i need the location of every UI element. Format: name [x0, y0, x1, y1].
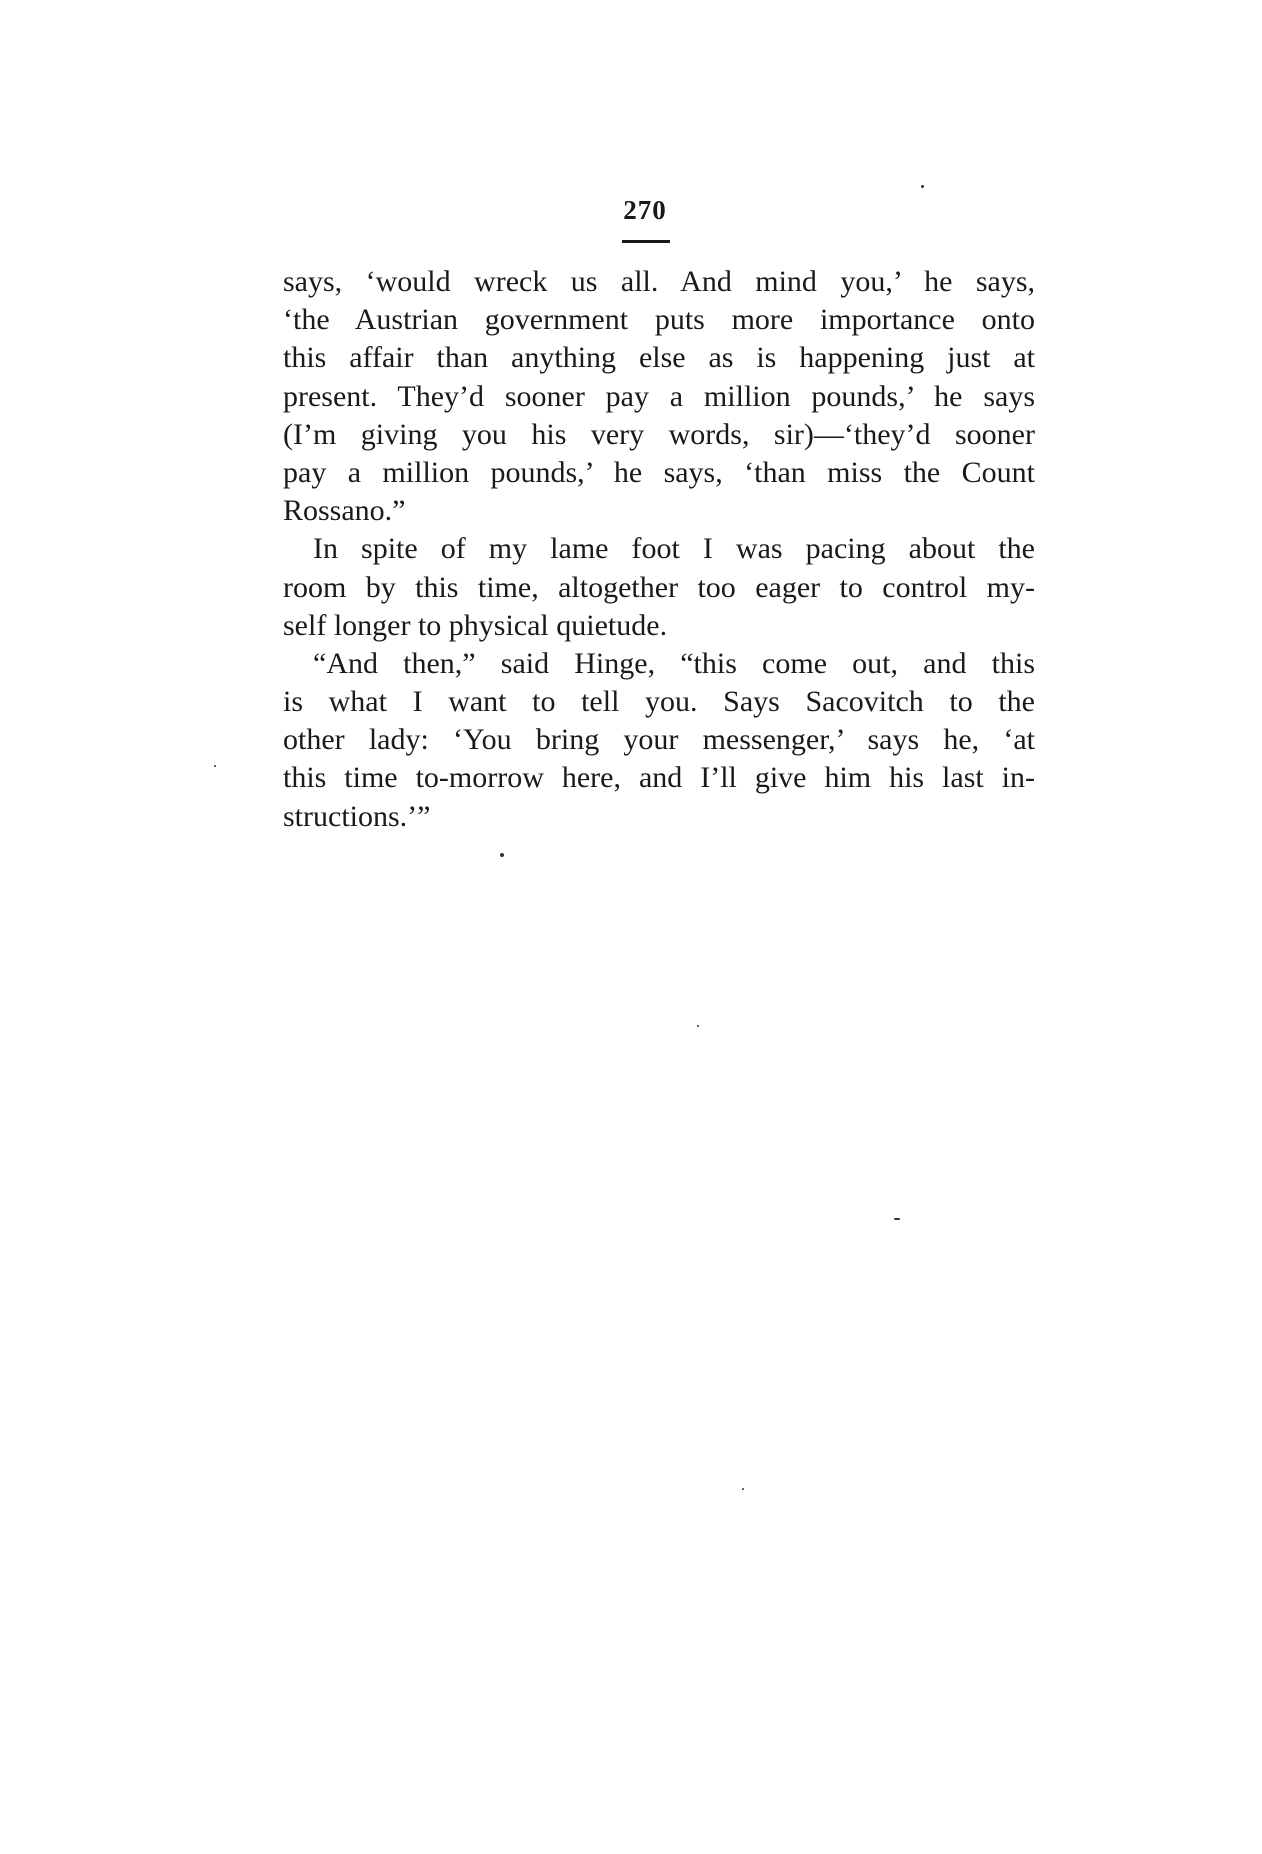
text-line: pay a million pounds,’ he says, ‘than miss the Count: [283, 455, 1035, 489]
text-line: other lady: ‘You bring your messenger,’ says he, ‘at: [283, 723, 1035, 757]
text-line: “And then,” said Hinge, “this come out, and this: [313, 646, 1035, 680]
scan-speck: [500, 853, 504, 857]
scan-speck: [894, 1218, 900, 1220]
text-line: this affair than anything else as is happening just at: [283, 341, 1035, 375]
text-line: (I’m giving you his very words, sir)—‘they’d sooner: [283, 417, 1035, 451]
text-line: present. They’d sooner pay a million pounds,’ he says: [283, 379, 1035, 413]
scan-speck: [214, 765, 216, 767]
text-line: this time to-morrow here, and I’ll give him his last in-: [283, 761, 1035, 795]
scan-speck: [921, 185, 924, 188]
text-line: In spite of my lame foot I was pacing about the: [313, 532, 1035, 566]
text-line: room by this time, altogether too eager to control my-: [283, 570, 1035, 604]
body-text: [283, 263, 1035, 836]
text-line: says, ‘would wreck us all. And mind you,’ he says,: [283, 265, 1035, 298]
page-number-rule: [622, 240, 670, 243]
text-line: Rossano.”: [283, 494, 406, 528]
scan-speck: [697, 1025, 699, 1027]
scan-speck: [742, 1488, 744, 1490]
text-line: ‘the Austrian government puts more importance onto: [283, 303, 1035, 337]
text-line: structions.’”: [283, 799, 431, 833]
text-line: self longer to physical quietude.: [283, 608, 668, 642]
page-number: 270: [623, 195, 667, 225]
text-line: is what I want to tell you. Says Sacovitch to the: [283, 685, 1035, 719]
